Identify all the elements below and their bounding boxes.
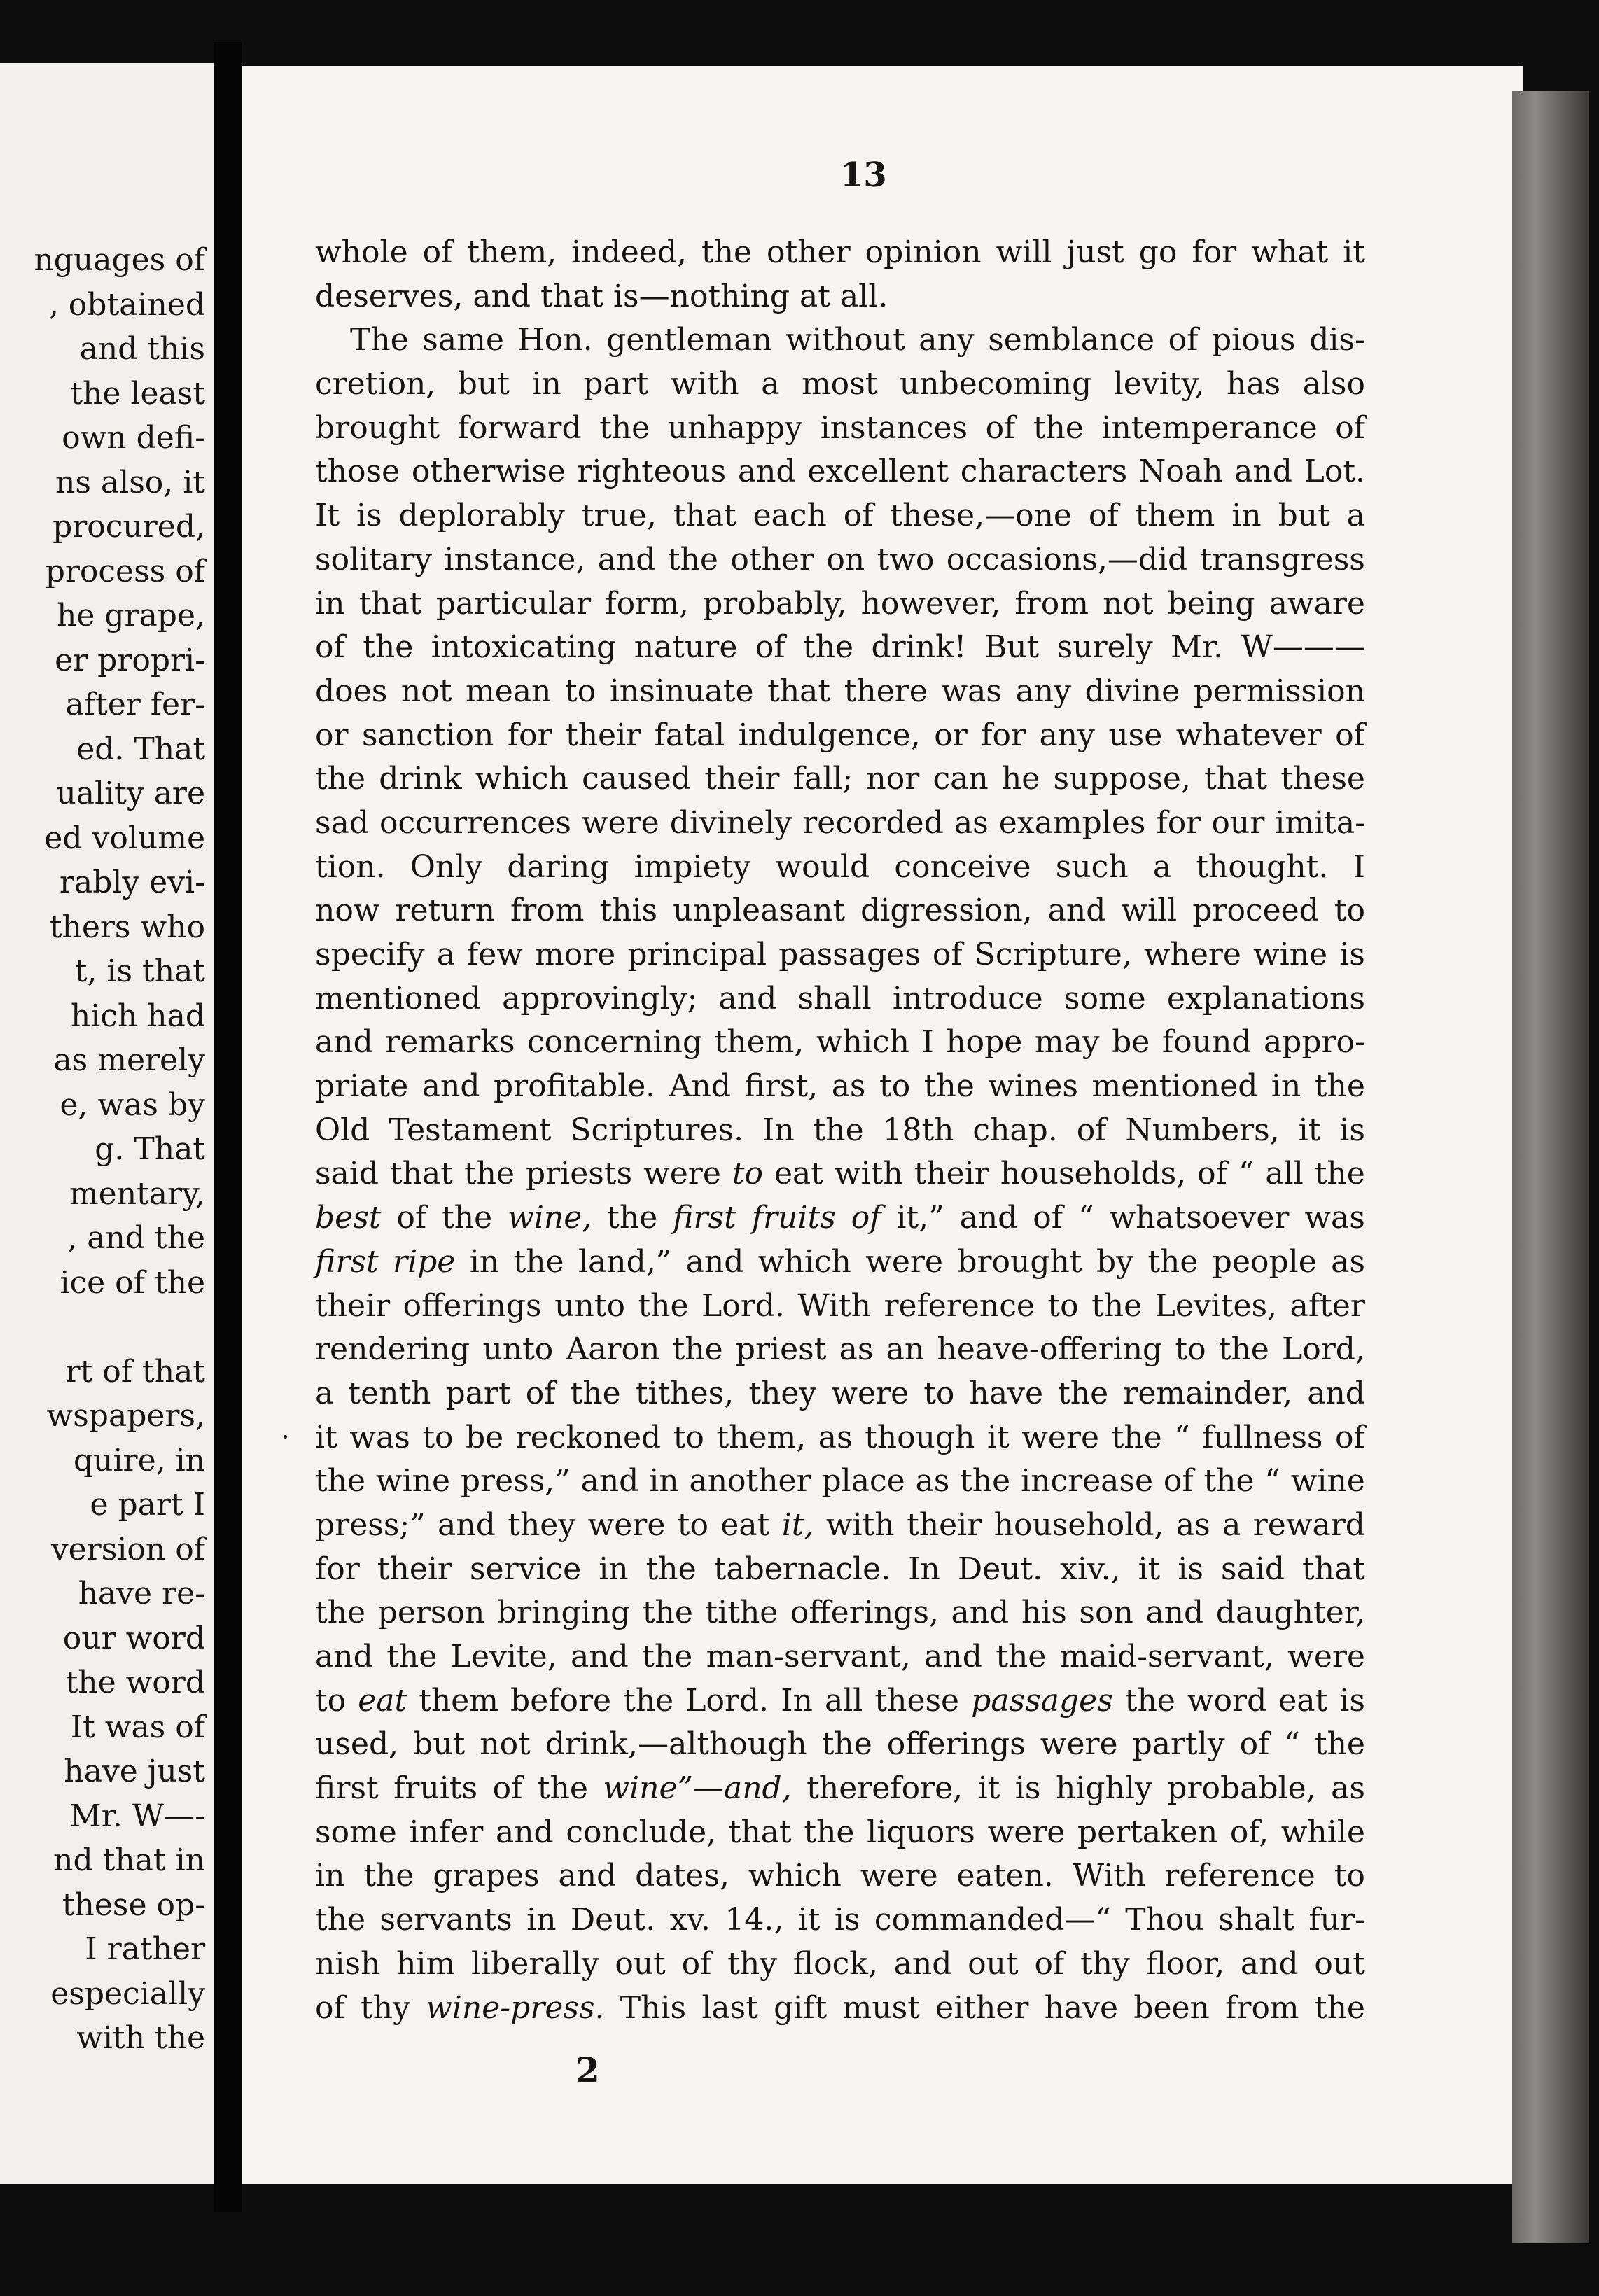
left-page-line: have re- (78, 1576, 205, 1611)
left-page-line: ed. That (76, 731, 205, 767)
left-page-line: as merely (53, 1042, 205, 1078)
text-line: in that particular form, probably, however, from not being aware (315, 585, 1365, 622)
left-page-line: Mr. W—- (69, 1798, 205, 1834)
left-page-line: thers who (49, 909, 205, 945)
text-line: It is deplorably true, that each of these,—one of them in but a (315, 498, 1365, 534)
text-line: and remarks concerning them, which I hope may be found appro- (315, 1024, 1365, 1060)
left-page-line: he grape, (57, 598, 205, 634)
left-page-line: ns also, it (55, 464, 205, 500)
left-page-line: nd that in (53, 1842, 205, 1878)
text-line: of the intoxicating nature of the drink! But surely Mr. W——— (315, 629, 1365, 666)
left-page-line: t, is that (74, 953, 205, 989)
text-line: solitary instance, and the other on two occasions,—did transgress (315, 541, 1365, 578)
left-page-line: version of (50, 1531, 205, 1567)
left-page-line: have just (64, 1754, 205, 1789)
left-page-line: g. That (95, 1131, 205, 1167)
left-page-line: hich had (70, 997, 205, 1034)
text-line: press;” and they were to eat it, with their household, as a reward (315, 1506, 1365, 1543)
left-page-text-column (0, 238, 205, 2061)
left-page-line: these op- (62, 1886, 205, 1923)
left-page-line: e part I (90, 1487, 205, 1522)
text-line: to eat them before the Lord. In all these passages the word eat is (315, 1682, 1365, 1718)
text-line: for their service in the tabernacle. In Deut. xiv., it is said that (315, 1550, 1365, 1587)
text-line: priate and profitable. And first, as to the wines mentioned in the (315, 1068, 1365, 1105)
text-line: the drink which caused their fall; nor can he suppose, that these (315, 761, 1365, 797)
text-line: best of the wine, the first fruits of it,” and of “ whatsoever was (315, 1200, 1365, 1236)
left-page-line: process of (45, 553, 205, 589)
text-line: their offerings unto the Lord. With reference to the Levites, after (315, 1287, 1365, 1324)
text-line: cretion, but in part with a most unbecoming levity, has also (315, 366, 1365, 402)
text-line: does not mean to insinuate that there was any divine permission (315, 673, 1365, 709)
left-page-line: rt of that (65, 1353, 205, 1390)
left-page-line: and this (79, 331, 205, 367)
text-line: some infer and conclude, that the liquors were pertaken of, while (315, 1814, 1365, 1850)
left-page-line: the word (65, 1665, 205, 1700)
left-page-line: with the (76, 2020, 205, 2056)
text-line: mentioned approvingly; and shall introduce some explanations (315, 980, 1365, 1016)
text-line: Old Testament Scriptures. In the 18th chap. of Numbers, it is (315, 1112, 1365, 1148)
page-number: 13 (840, 155, 887, 195)
page-gutter (214, 42, 242, 2212)
text-line: used, but not drink,—although the offerings were partly of “ the (315, 1726, 1365, 1763)
text-line: said that the priests were to eat with their households, of “ all the (315, 1156, 1365, 1192)
left-page-line: after fer- (65, 687, 205, 722)
text-line: of thy wine-press. This last gift must either have been from the (315, 1989, 1365, 2026)
left-page-line: quire, in (73, 1442, 205, 1478)
left-page-line: our word (62, 1620, 205, 1656)
text-line: The same Hon. gentleman without any semblance of pious dis- (350, 322, 1365, 358)
text-line: it was to be reckoned to them, as though it were the “ fullness of (315, 1419, 1365, 1455)
text-line: the wine press,” and in another place as the increase of the “ wine (315, 1463, 1365, 1499)
text-line: now return from this unpleasant digression, and will proceed to (315, 892, 1365, 929)
left-page-line: ed volume (44, 820, 205, 856)
text-line: those otherwise righteous and excellent characters Noah and Lot. (315, 454, 1365, 490)
text-line: tion. Only daring impiety would conceive such a thought. I (315, 848, 1365, 885)
text-line: a tenth part of the tithes, they were to have the remainder, and (315, 1375, 1365, 1411)
left-page-line: e, was by (60, 1086, 205, 1123)
text-line: brought forward the unhappy instances of the intemperance of (315, 410, 1365, 446)
left-page-line: own defi- (62, 420, 205, 456)
left-page-line: It was of (70, 1709, 205, 1745)
text-line: first fruits of the wine”—and, therefore, it is highly probable, as (315, 1770, 1365, 1807)
left-page-line: ice of the (60, 1264, 205, 1301)
text-line: or sanction for their fatal indulgence, or for any use whatever of (315, 717, 1365, 753)
text-line: whole of them, indeed, the other opinion will just go for what it (315, 234, 1365, 270)
left-page-line: I rather (85, 1931, 205, 1967)
left-page-line (0, 1305, 205, 1350)
left-page-line: , and the (67, 1220, 205, 1256)
text-line: nish him liberally out of thy flock, and out of thy floor, and out (315, 1945, 1365, 1982)
left-page-line: the least (70, 375, 205, 412)
text-line: sad occurrences were divinely recorded as examples for our imita- (315, 804, 1365, 841)
left-page-line: , obtained (48, 286, 205, 323)
left-page-line: wspapers, (46, 1398, 205, 1434)
left-facing-page (0, 63, 214, 2184)
scan-speck (284, 1435, 287, 1438)
page-edge-stack (1512, 91, 1589, 2244)
left-page-line: procured, (53, 509, 205, 545)
left-page-line: uality are (56, 776, 205, 811)
left-page-line: rably evi- (59, 864, 205, 900)
signature-mark: 2 (575, 2050, 600, 2091)
text-line: the person bringing the tithe offerings, and his son and daughter, (315, 1595, 1365, 1631)
text-line: and the Levite, and the man-servant, and the maid-servant, were (315, 1639, 1365, 1674)
text-line: first ripe in the land,” and which were brought by the people as (315, 1243, 1365, 1280)
left-page-line: mentary, (69, 1175, 205, 1212)
left-page-line: nguages of (34, 242, 205, 278)
left-page-line: especially (50, 1975, 205, 2012)
text-line: specify a few more principal passages of Scripture, where wine is (315, 937, 1365, 972)
text-line: in the grapes and dates, which were eaten. With reference to (315, 1858, 1365, 1894)
text-line: the servants in Deut. xv. 14., it is commanded—“ Thou shalt fur- (315, 1902, 1365, 1938)
text-line: deserves, and that is—nothing at all. (315, 278, 888, 314)
main-body-text (315, 231, 1365, 2030)
text-line: rendering unto Aaron the priest as an heave-offering to the Lord, (315, 1331, 1365, 1368)
left-page-line: er propri- (55, 642, 205, 678)
